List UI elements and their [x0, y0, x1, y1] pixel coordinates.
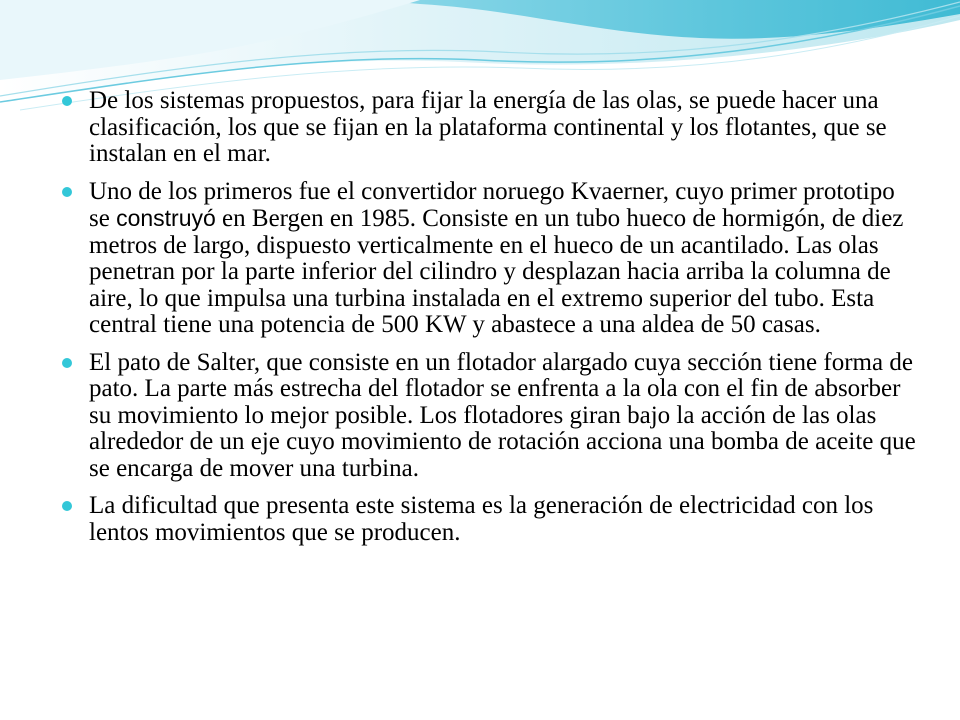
bullet-item — [60, 179, 920, 339]
bullet-dot-icon — [62, 187, 72, 197]
bullet-list — [60, 88, 920, 557]
bullet-dot-icon — [62, 358, 72, 368]
bullet-dot-icon — [62, 501, 72, 511]
bullet-text: El pato de Salter, que consiste en un flotador alargado cuya sección tiene forma de pato. La parte más estrecha del flotador se enfrenta a la ola con el fin de absorber su movimiento lo mejor posible. Los flotadores giran bajo la acción de las olas alrededor de un eje cuyo movimiento de rotación acciona una bomba de aceite que se encarga de mover una turbina. — [89, 348, 916, 482]
bullet-text: De los sistemas propuestos, para fijar la energía de las olas, se puede hacer una clasificación, los que se fijan en la plataforma continental y los flotantes, que se instalan en el mar. — [89, 87, 887, 167]
bullet-item — [60, 88, 920, 168]
bullet-dot-icon — [62, 96, 72, 106]
bullet-text — [89, 178, 903, 339]
bullet-text-sans-word: construyó — [116, 205, 216, 231]
bullet-item — [60, 493, 920, 546]
bullet-item — [60, 350, 920, 483]
bullet-text-part: Uno de los primeros fue el convertidor noruego Kvaerner, cuyo primer prototipo se — [89, 177, 895, 232]
bullet-text: La dificultad que presenta este sistema es la generación de electricidad con los lentos movimientos que se producen. — [89, 492, 874, 546]
bullet-text-part: en Bergen en 1985. Consiste en un tubo hueco de hormigón, de diez metros de largo, dispuesto verticalmente en el hueco de un acantilado. Las olas penetran por la parte inferior del cilindro y desplazan hacia arriba la columna de aire, lo que impulsa una turbina instalada en el extremo superior del tubo. Esta central tiene una potencia de 500 KW y abastece a una aldea de 50 casas. — [89, 205, 904, 338]
